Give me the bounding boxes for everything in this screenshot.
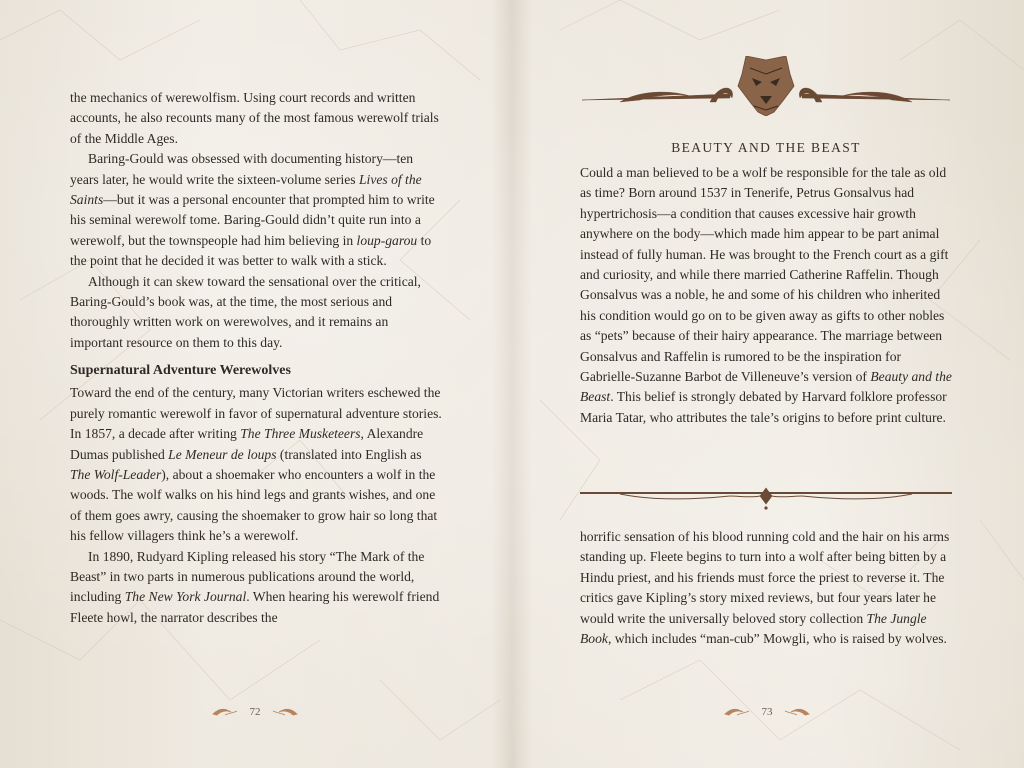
paragraph-text: —but it was a personal encounter that prompted him to write his seminal werewolf tome. Baring-Gould didn’t quite run into a werewolf, but the townspeople had him believing in xyxy=(70,192,435,248)
flourish-icon xyxy=(783,706,811,718)
paragraph-text: horrific sensation of his blood running cold and the hair on his arms standing up. Fleete begins to turn into a wolf after being bitten by a Hindu priest, and his friends must force the priest to reverse it. The critics gave Kipling’s story mixed reviews, but four years later he would write the universally beloved story collection xyxy=(580,529,950,626)
publication-title: The New York Journal xyxy=(124,589,247,605)
foreign-term: loup-garou xyxy=(356,232,418,248)
flourish-icon xyxy=(211,706,239,718)
wolf-head-icon xyxy=(580,56,952,116)
paragraph-text: ), about a shoemaker who encounters a wolf in the woods. The wolf walks on his hind legs and grants wishes, and one of them goes awry, causing the shoemaker to grow hair so long that his fellow villagers think he’s a werewolf. xyxy=(70,466,438,544)
section-title: BEAUTY AND THE BEAST xyxy=(671,140,861,155)
paragraph-text: the mechanics of werewolfism. Using court records and written accounts, he also recounts many of the most famous werewolf trials of the Middle Ages. xyxy=(70,90,439,146)
divider-ornament-icon xyxy=(580,484,952,514)
page-number-left xyxy=(195,706,315,726)
book-title: Lives of the Saints xyxy=(70,171,422,208)
section-subheading: Supernatural Adventure Werewolves xyxy=(70,363,291,379)
paragraph xyxy=(70,149,442,271)
page-number: 73 xyxy=(761,706,773,719)
paragraph-text: Toward the end of the century, many Victorian writers eschewed the purely romantic werewolf in favor of supernatural adventure stories. In 1857, a decade after writing xyxy=(70,385,442,442)
paragraph xyxy=(70,272,442,354)
paragraph xyxy=(70,383,442,546)
book-title: The Wolf-Leader xyxy=(70,466,162,482)
page-number: 72 xyxy=(249,706,261,719)
book-title: The Three Musketeers xyxy=(240,426,361,442)
paragraph-text: , Alexandre Dumas published xyxy=(70,426,424,462)
left-body-text xyxy=(70,88,442,628)
book-title: Le Meneur de loups xyxy=(168,446,277,462)
book-title: The Jungle Book xyxy=(580,610,927,647)
page-number-right xyxy=(707,706,827,726)
paragraph-text: . This belief is strongly debated by Harvard folklore professor Maria Tatar, who attributes the tale’s origins to before print culture. xyxy=(580,389,947,425)
paragraph-text: Could a man believed to be a wolf be responsible for the tale as old as time? Born around 1537 in Tenerife, Petrus Gonsalvus had hypertrichosis—a condition that causes excessive hair growth anywhere on the body—which made him appear to be part animal instead of fully human. He was brought to the French court as a gift and curiosity, and while there married Catherine Raffelin. Though Gonsalvus was a noble, he and some of his children who inherited his condition would go on to be given away as gifts to other nobles as “pets” because of their hairy appearance. The marriage between Gonsalvus and Raffelin is rumored to be the inspiration for Gabrielle-Suzanne Barbot de Villeneuve’s version of xyxy=(580,165,949,385)
paragraph xyxy=(70,88,442,149)
paragraph-text: Although it can skew toward the sensational over the critical, Baring-Gould’s book was, at the time, the most serious and thoroughly written work on werewolves, and it remains an important resource on them to this day. xyxy=(70,273,421,350)
continued-body-text xyxy=(580,527,952,649)
flourish-icon xyxy=(271,706,299,718)
sidebar-text xyxy=(580,163,952,428)
paragraph-text: In 1890, Rudyard Kipling released his story “The Mark of the Beast” in two parts in numerous publications around the world, including xyxy=(70,548,425,605)
paragraph-text: , which includes “man-cub” Mowgli, who is raised by wolves. xyxy=(607,631,947,647)
paragraph-text: Baring-Gould was obsessed with documenting history—ten years later, he would write the sixteen-volume series xyxy=(70,151,414,187)
paragraph-text: to the point that he decided it was better to walk with a stick. xyxy=(70,232,432,269)
flourish-icon xyxy=(723,706,751,718)
paragraph-text: (translated into English as xyxy=(276,446,422,462)
book-title: Beauty and the Beast xyxy=(580,369,952,405)
paragraph-text: . When hearing his werewolf friend Fleete howl, the narrator describes the xyxy=(70,589,440,625)
paragraph xyxy=(70,547,442,629)
